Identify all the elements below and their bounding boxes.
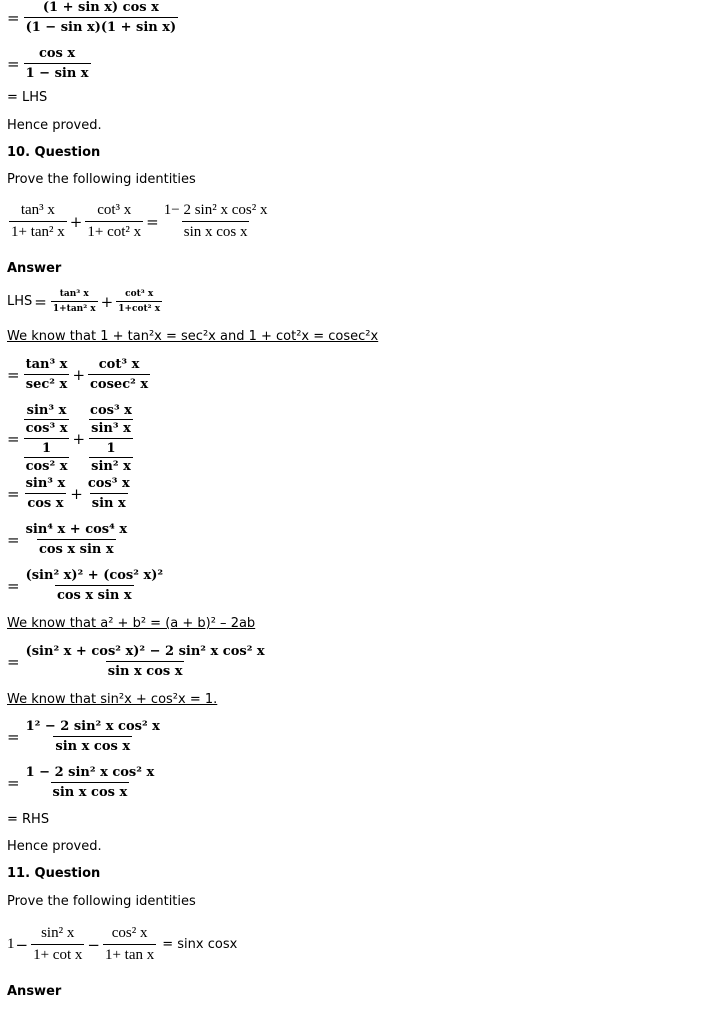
question-10-identity (7, 202, 271, 241)
plus-sign: + (72, 365, 86, 384)
numerator: (sin² x + cos² x)² − 2 sin² x cos² x (25, 644, 265, 659)
math-step-3 (7, 476, 134, 511)
plus-sign: + (100, 292, 114, 311)
fraction (88, 357, 150, 392)
numerator: cos x (38, 46, 76, 61)
math-step-cos (7, 46, 93, 81)
fraction (88, 403, 134, 436)
fraction (9, 202, 67, 241)
equals-sign: = (7, 8, 20, 27)
fraction (162, 202, 270, 241)
known-identity-3: We know that sin²x + cos²x = 1. (7, 692, 218, 707)
denominator: sin x cos x (53, 736, 132, 754)
equals-sign: = (7, 773, 20, 792)
denominator: sin³ x (91, 421, 131, 436)
numerator: 1² − 2 sin² x cos² x (25, 719, 160, 734)
equals-sign: = (7, 727, 20, 746)
denominator: cos x sin x (55, 585, 134, 603)
denominator: sin x (90, 493, 128, 511)
numerator: tan³ x (59, 289, 89, 299)
plus-sign: + (72, 429, 86, 448)
numerator: cot³ x (97, 202, 132, 218)
plus-sign: + (70, 484, 83, 503)
question-11-title: 11. Question (7, 866, 101, 881)
equals-sign: = (7, 652, 20, 671)
one: 1 (7, 936, 15, 952)
denominator: sec² x (24, 374, 69, 392)
fraction (24, 522, 130, 557)
math-step-5 (7, 568, 167, 603)
denominator: 1+ cot² x (85, 221, 143, 241)
numerator: cot³ x (98, 357, 140, 372)
numerator: sin³ x (26, 403, 67, 418)
fraction (85, 202, 143, 241)
equals-sign: = (7, 429, 20, 448)
denominator: cos x (25, 493, 65, 511)
fraction (24, 403, 70, 436)
fraction (86, 476, 132, 511)
equals-sign: = (7, 54, 20, 73)
question-11-identity (7, 925, 237, 964)
rhs-line: = RHS (7, 812, 50, 827)
fraction (24, 476, 68, 511)
denominator: sin x cos x (182, 221, 250, 241)
denominator: sin² x (91, 459, 131, 474)
denominator: 1+cot² x (116, 301, 162, 314)
math-step-8 (7, 765, 158, 800)
known-identity-2: We know that a² + b² = (a + b)² – 2ab (7, 616, 256, 631)
equals-sign: = (7, 484, 20, 503)
numerator: cot³ x (125, 289, 154, 299)
fraction (24, 357, 70, 392)
math-step-1 (7, 357, 152, 392)
denominator: 1 − sin x (24, 63, 91, 81)
lhs-line: = LHS (7, 90, 48, 105)
numerator: 1− 2 sin² x cos² x (163, 202, 268, 218)
denominator: (1 − sin x)(1 + sin x) (24, 17, 179, 35)
numerator: sin³ x (25, 476, 66, 491)
compound-fraction (24, 403, 70, 474)
numerator: sin² x (41, 925, 75, 941)
numerator: cos² x (111, 925, 148, 941)
fraction (24, 46, 91, 81)
denominator: 1+ tan² x (9, 221, 67, 241)
lhs-expression (7, 289, 164, 314)
fraction (31, 925, 84, 964)
math-step-7 (7, 719, 164, 754)
question-10-title: 10. Question (7, 145, 101, 160)
fraction (103, 925, 156, 964)
known-identity-1: We know that 1 + tan²x = sec²x and 1 + cot²x = cosec²x (7, 329, 379, 344)
question-10-prompt: Prove the following identities (7, 172, 196, 187)
equals-sign: = (146, 212, 159, 231)
denominator: 1+ tan x (103, 944, 156, 964)
numerator: tan³ x (20, 202, 55, 218)
equals-sign: = (7, 365, 20, 384)
equals-sign: = (7, 576, 20, 595)
denominator: sin x cos x (106, 661, 185, 679)
fraction (24, 765, 157, 800)
numerator: sin⁴ x + cos⁴ x (25, 522, 128, 537)
numerator: 1 (106, 441, 116, 456)
fraction (24, 719, 162, 754)
answer-label-10: Answer (7, 261, 62, 276)
math-step-top (7, 0, 180, 35)
numerator: tan³ x (25, 357, 68, 372)
math-step-4 (7, 522, 131, 557)
math-step-6 (7, 644, 269, 679)
fraction (116, 289, 162, 314)
denominator: 1+tan² x (51, 301, 98, 314)
numerator: cos³ x (90, 403, 132, 418)
denominator: cos² x (25, 459, 68, 474)
lhs-label: LHS (7, 294, 33, 309)
numerator: 1 (42, 441, 52, 456)
denominator: sin x cos x (51, 782, 130, 800)
question-11-prompt: Prove the following identities (7, 894, 196, 909)
equals-sign: = (7, 530, 20, 549)
denominator: cos x sin x (37, 539, 116, 557)
denominator: 1+ cot x (31, 944, 84, 964)
fraction (89, 441, 133, 474)
minus-sign: − (15, 935, 29, 954)
equals-sign: = (34, 292, 47, 311)
fraction (24, 644, 267, 679)
math-step-2 (7, 403, 136, 474)
fraction (51, 289, 98, 314)
numerator: 1 − 2 sin² x cos² x (25, 765, 155, 780)
numerator: cos³ x (87, 476, 130, 491)
numerator: (1 + sin x) cos x (42, 0, 159, 15)
denominator: cosec² x (88, 374, 150, 392)
compound-fraction (88, 403, 134, 474)
answer-label-11: Answer (7, 984, 62, 999)
hence-proved-10: Hence proved. (7, 839, 102, 854)
hence-proved-1: Hence proved. (7, 118, 102, 133)
denominator: cos³ x (25, 421, 68, 436)
fraction (24, 0, 179, 35)
minus-sign: − (87, 935, 100, 954)
plus-sign: + (69, 212, 83, 231)
rhs-text: = sinx cosx (162, 937, 238, 952)
fraction (24, 568, 166, 603)
fraction (24, 441, 70, 474)
numerator: (sin² x)² + (cos² x)² (25, 568, 164, 583)
